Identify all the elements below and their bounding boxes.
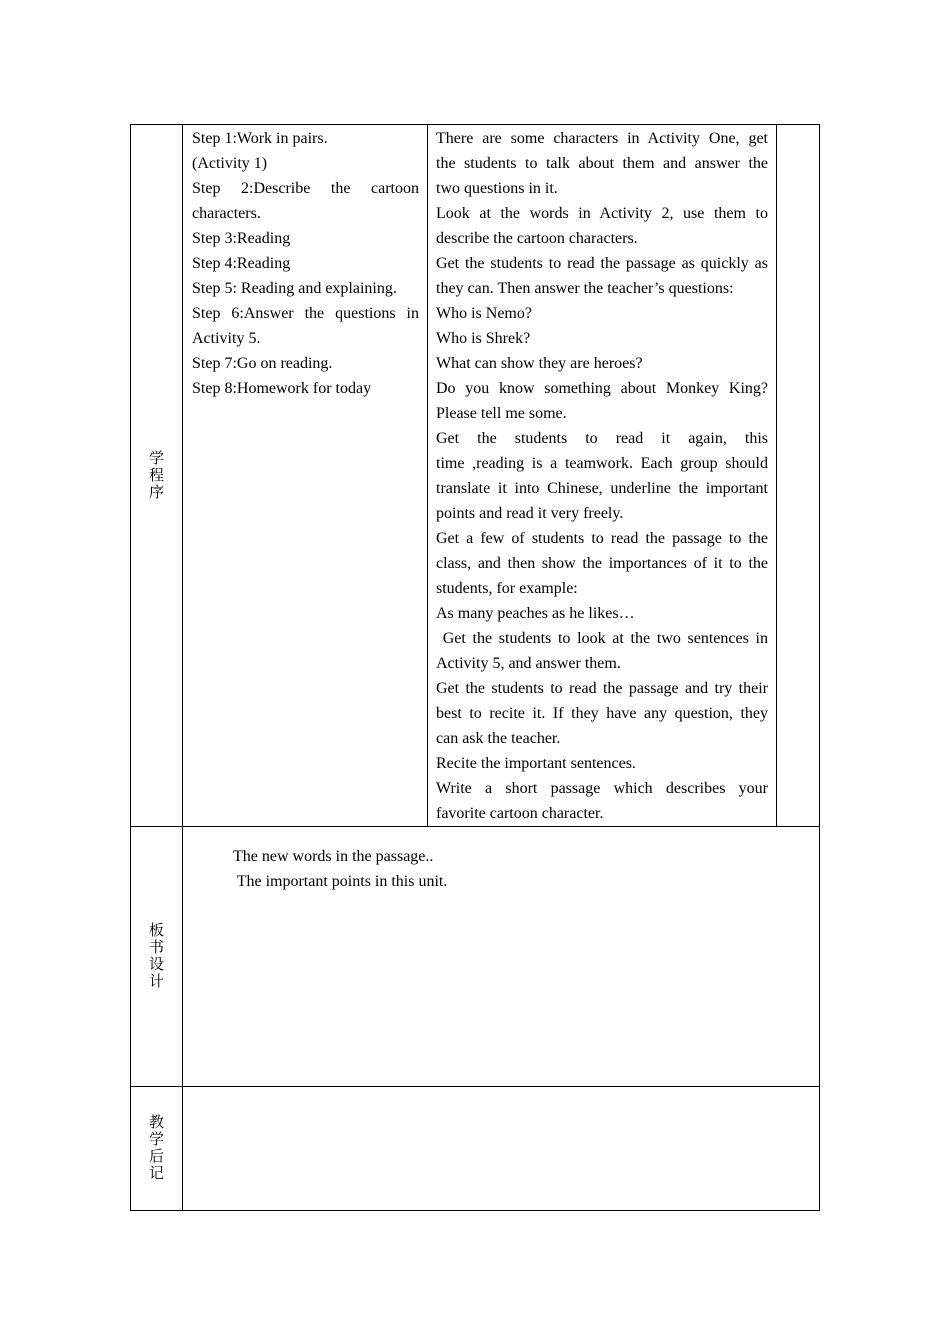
activity-line: Write a short passage which describes your xyxy=(436,780,768,797)
activity-line: class, and then show the importances of it to the xyxy=(436,555,768,572)
activity-line: two questions in it. xyxy=(436,180,558,197)
activities-cell xyxy=(428,125,777,827)
step-line: Step 3:Reading xyxy=(192,230,291,247)
blackboard-label-cell xyxy=(131,827,183,1087)
step-line: Step 7:Go on reading. xyxy=(192,355,333,372)
activity-line: the students to talk about them and answer the xyxy=(436,155,768,172)
activity-line: Get a few of students to read the passage to the xyxy=(436,530,768,547)
activity-line: points and read it very freely. xyxy=(436,505,624,522)
activity-line: Get the students to look at the two sentences in xyxy=(436,630,769,647)
board-line: The new words in the passage.. xyxy=(233,848,434,865)
step-line: Step 5: Reading and explaining. xyxy=(192,280,397,297)
step-line: Step 1:Work in pairs. xyxy=(192,130,328,147)
blackboard-row xyxy=(131,827,820,1087)
activity-line: best to recite it. If they have any question, they xyxy=(436,705,768,722)
activity-line: Get the students to read it again, this xyxy=(436,430,768,447)
step-line: Step 4:Reading xyxy=(192,255,291,272)
activity-line: Who is Nemo? xyxy=(436,305,532,322)
activity-line: What can show they are heroes? xyxy=(436,355,643,372)
activity-line: Get the students to read the passage as quickly as xyxy=(436,255,768,272)
reflection-label: 教学后记 xyxy=(148,1113,164,1182)
board-line: The important points in this unit. xyxy=(233,873,448,890)
activity-line: Get the students to read the passage and try their xyxy=(436,680,768,697)
activity-line: Please tell me some. xyxy=(436,405,567,422)
notes-cell xyxy=(777,125,820,827)
activity-line: Look at the words in Activity 2, use them to xyxy=(436,205,768,222)
step-line: characters. xyxy=(192,205,261,222)
blackboard-label: 板书设计 xyxy=(148,921,164,990)
activity-line: translate it into Chinese, underline the important xyxy=(436,480,768,497)
activity-line: Activity 5, and answer them. xyxy=(436,655,621,672)
lesson-plan-table xyxy=(130,124,820,1211)
activity-line: Do you know something about Monkey King? xyxy=(436,380,768,397)
process-label-cell xyxy=(131,125,183,827)
steps-cell xyxy=(183,125,428,827)
process-row xyxy=(131,125,820,827)
step-line: Activity 5. xyxy=(192,330,261,347)
activity-line: they can. Then answer the teacher’s questions: xyxy=(436,280,734,297)
step-line: Step 6:Answer the questions in xyxy=(192,305,419,322)
step-line: Step 8:Homework for today xyxy=(192,380,372,397)
activity-line: As many peaches as he likes… xyxy=(436,605,635,622)
activity-line: favorite cartoon character. xyxy=(436,805,604,822)
reflection-row xyxy=(131,1087,820,1211)
reflection-label-cell xyxy=(131,1087,183,1211)
activity-line: There are some characters in Activity One, get xyxy=(436,130,768,147)
activity-line: time ,reading is a teamwork. Each group should xyxy=(436,455,768,472)
activity-line: students, for example: xyxy=(436,580,578,597)
activity-line: describe the cartoon characters. xyxy=(436,230,638,247)
activity-line: Recite the important sentences. xyxy=(436,755,636,772)
reflection-cell xyxy=(183,1087,820,1211)
step-line: Step 2:Describe the cartoon xyxy=(192,180,419,197)
step-line: (Activity 1) xyxy=(192,155,268,172)
process-label: 学程序 xyxy=(148,448,164,501)
activity-line: can ask the teacher. xyxy=(436,730,561,747)
blackboard-cell xyxy=(183,827,820,1087)
activity-line: Who is Shrek? xyxy=(436,330,531,347)
